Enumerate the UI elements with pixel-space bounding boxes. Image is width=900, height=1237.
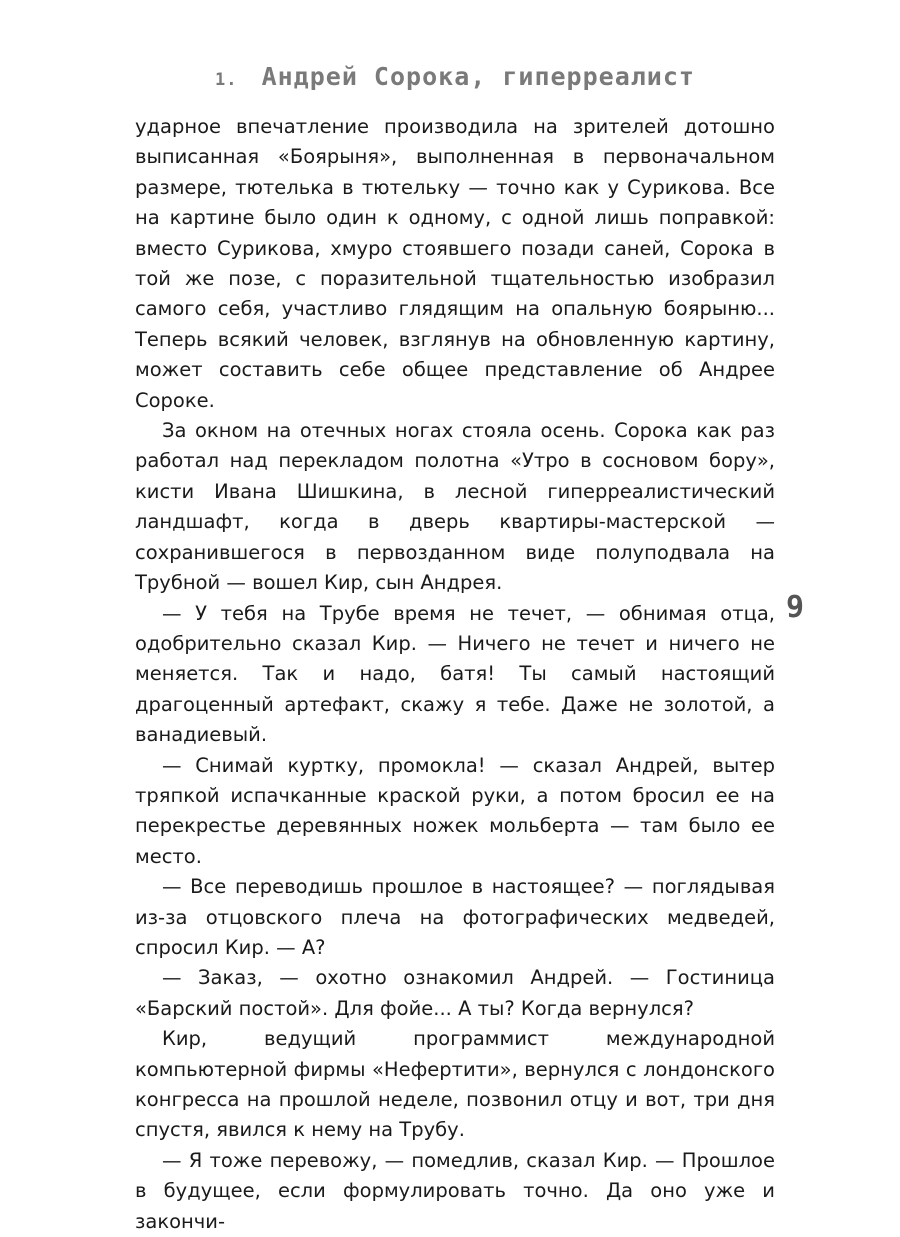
paragraph: — Я тоже перевожу, — помедлив, сказал Кир. — Прошлое в будущее, если формулировать точно. Да оно уже и закончи- bbox=[135, 1148, 775, 1233]
paragraph: Кир, ведущий программист международной компьютерной фирмы «Нефертити», вернулся с лондонского конгресса на прошлой неделе, позвонил отцу и вот, три дня спустя, явился к нему на Трубу. bbox=[135, 1027, 775, 1142]
paragraph: ударное впечатление производила на зрителей дотошно выписанная «Боярыня», выполненная в первоначальном размере, тютелька в тютельку — точно как у Сурикова. Все на картине было один к одному, с одной лишь поправкой: вместо Сурикова, хмуро стоявшего позади саней, Сорока в той же позе, с поразительной тщательностью изобразил самого себя, участливо глядящим на опальную боярыню... Теперь всякий человек, взглянув на обновленную картину, может составить себе общее представление об Андрее Сороке. bbox=[135, 115, 775, 412]
paragraph: — У тебя на Трубе время не течет, — обнимая отца, одобрительно сказал Кир. — Ничего не течет и ничего не меняется. Так и надо, батя! Ты самый настоящий драгоценный артефакт, скажу я тебе. Даже не золотой, а ванадиевый. bbox=[135, 601, 775, 747]
paragraph: — Заказ, — охотно ознакомил Андрей. — Гостиница «Барский постой». Для фойе... А ты? Когда вернулся? bbox=[135, 966, 775, 1020]
body-text bbox=[135, 112, 775, 1237]
chapter-number: 1. bbox=[215, 70, 238, 90]
paragraph: — Снимай куртку, промокла! — сказал Андрей, вытер тряпкой испачканные краской руки, а потом бросил ее на перекрестье деревянных ножек мольберта — там было ее место. bbox=[135, 753, 775, 868]
page-number: 9 bbox=[786, 590, 805, 625]
paragraph: — Все переводишь прошлое в настоящее? — поглядывая из-за отцовского плеча на фотографических медведей, спросил Кир. — А? bbox=[135, 875, 775, 959]
running-header bbox=[135, 62, 775, 91]
chapter-title: Андрей Сорока, гиперреалист bbox=[261, 62, 695, 91]
paragraph: За окном на отечных ногах стояла осень. Сорока как раз работал над перекладом полотна «Утро в сосновом бору», кисти Ивана Шишкина, в лесной гиперреалистический ландшафт, когда в дверь квартиры-мастерской — сохранившегося в первозданном виде полуподвала на Трубной — вошел Кир, сын Андрея. bbox=[135, 419, 775, 595]
